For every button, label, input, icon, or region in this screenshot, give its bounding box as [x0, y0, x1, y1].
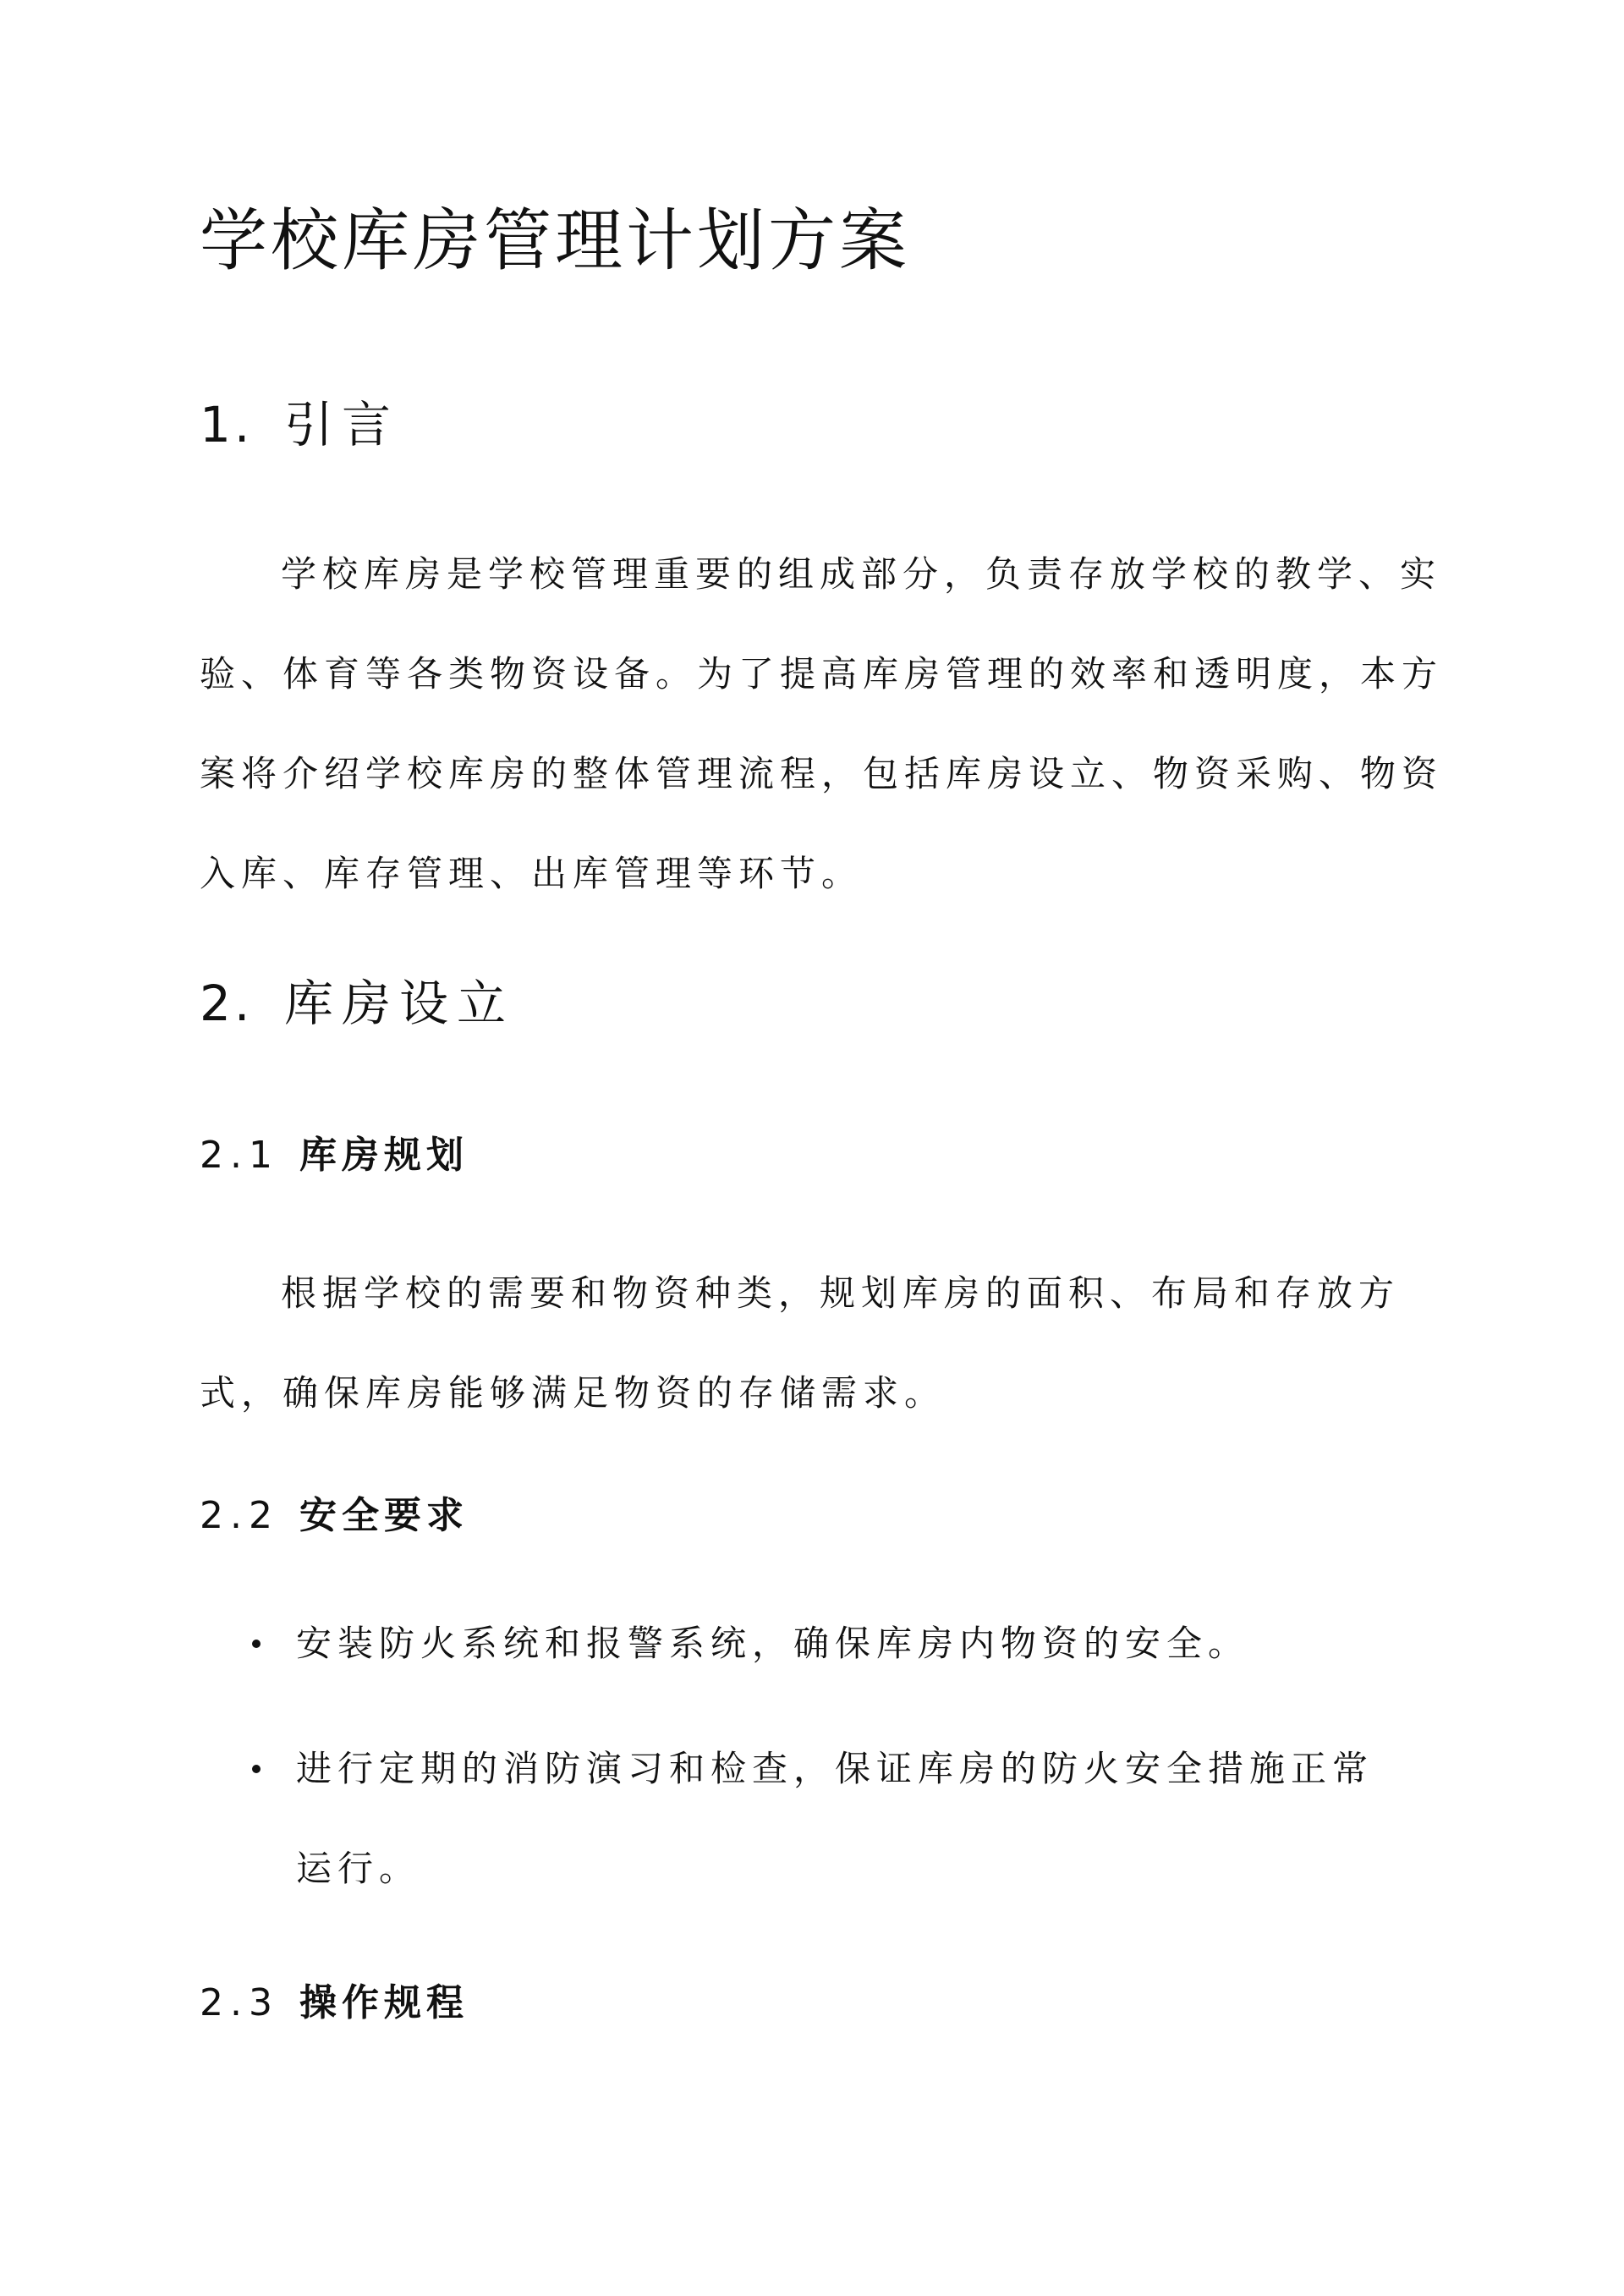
subsection-heading-2-3 [200, 1978, 469, 2029]
safety-bullet-list [200, 1594, 1451, 1944]
subsection-heading-2-1 [200, 1130, 469, 1181]
subsection-heading-2-2 [200, 1491, 469, 1541]
bullet-icon [252, 1765, 261, 1773]
planning-paragraph: 根据学校的需要和物资种类，规划库房的面积、布局和存放方式，确保库房能够满足物资的存储需求。 [200, 1272, 1401, 1414]
subsection-title: 安全要求 [299, 1494, 469, 1537]
document-title: 学校库房管理计划方案 [200, 201, 910, 280]
subsection-title: 操作规程 [299, 1981, 469, 2024]
intro-paragraph: 学校库房是学校管理重要的组成部分，负责存放学校的教学、实验、体育等各类物资设备。为了提高库房管理的效率和透明度，本方案将介绍学校库房的整体管理流程，包括库房设立、物资采购、物资入库、库存管理、出库管理等环节。 [200, 553, 1444, 894]
section-title: 库房设立 [284, 975, 515, 1032]
bullet-icon [252, 1640, 261, 1648]
subsection-title: 库房规划 [299, 1134, 469, 1177]
list-item [200, 1594, 1413, 1694]
subsection-number: 2.2 [200, 1494, 279, 1537]
section-heading-2 [200, 969, 514, 1037]
section-number: 1. [200, 396, 254, 453]
subsection-number: 2.3 [200, 1981, 279, 2024]
section-number: 2. [200, 975, 254, 1032]
subsection-number: 2.1 [200, 1134, 279, 1177]
section-title: 引言 [284, 396, 400, 453]
list-item-text: 安装防火系统和报警系统，确保库房内物资的安全。 [296, 1623, 1250, 1664]
list-item [200, 1719, 1413, 1919]
section-heading-1 [200, 391, 399, 459]
list-item-text: 进行定期的消防演习和检查，保证库房的防火安全措施正常运行。 [296, 1748, 1374, 1889]
